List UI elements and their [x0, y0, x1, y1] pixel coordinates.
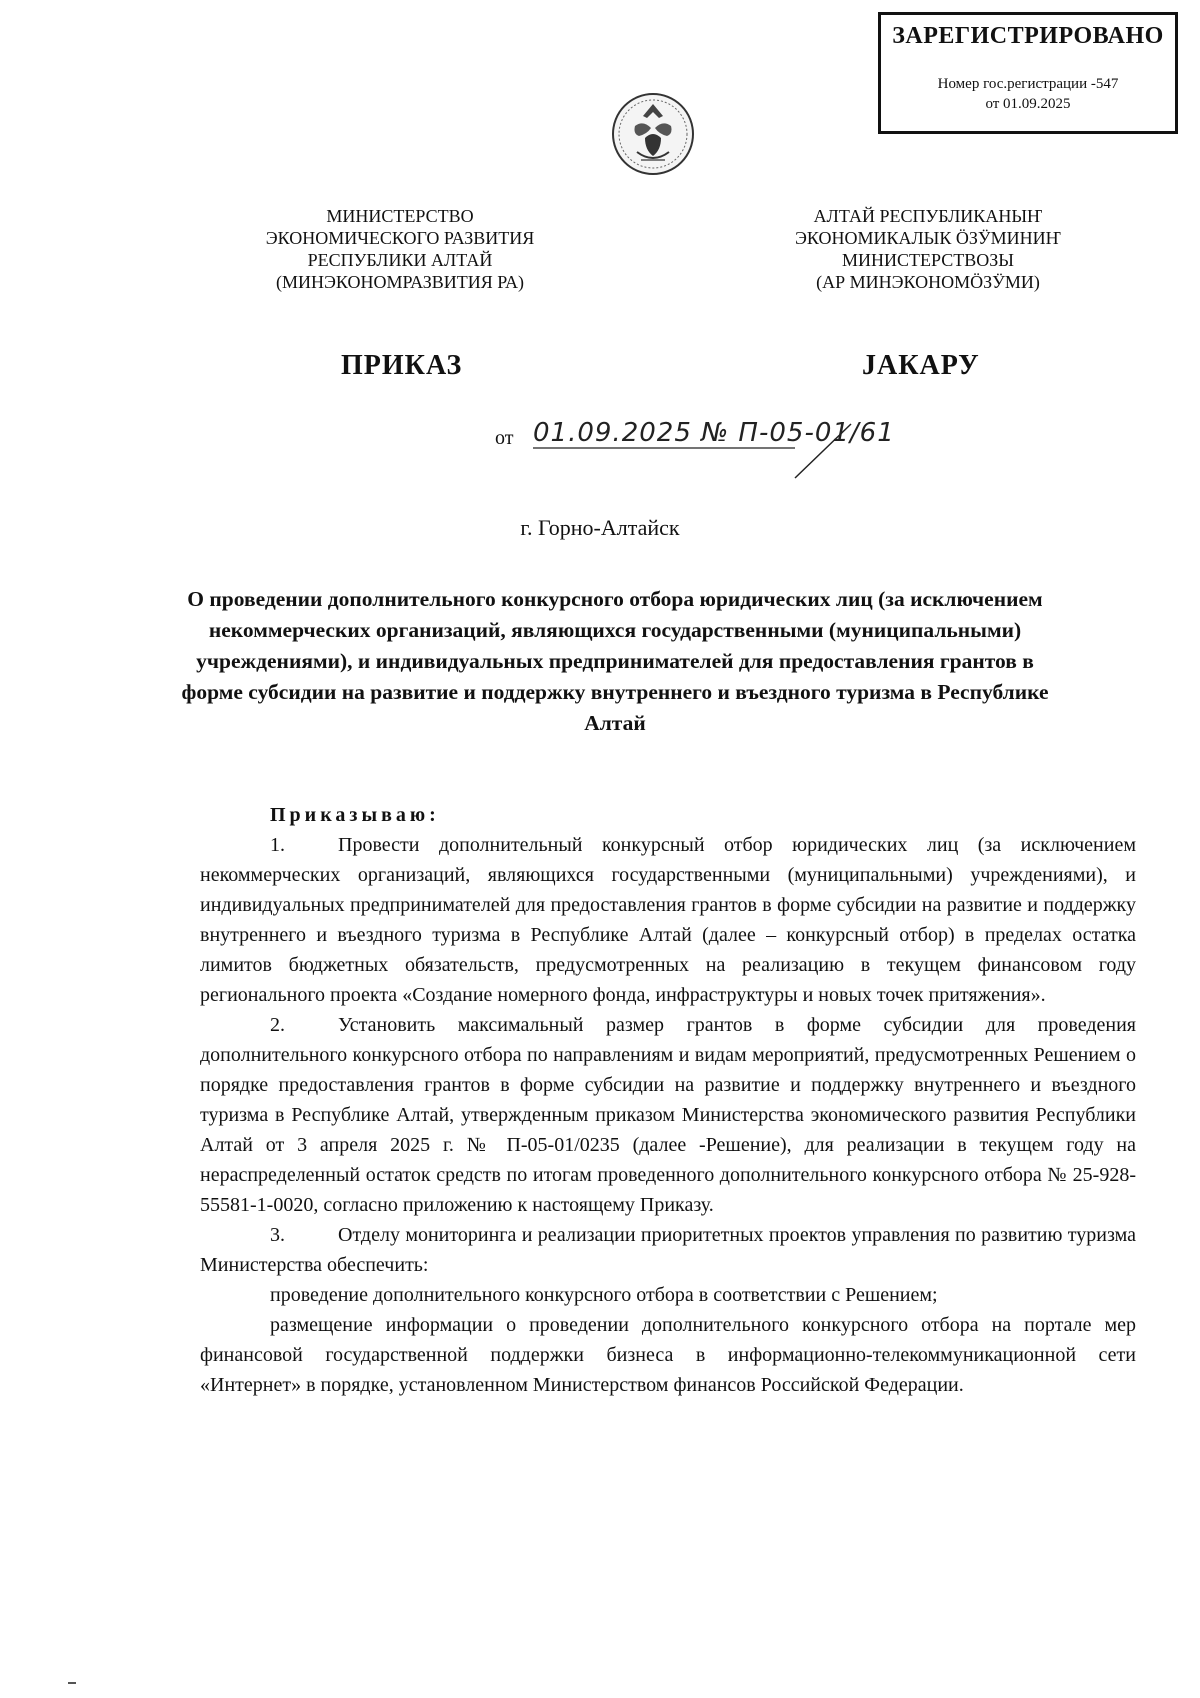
org-name-altai: [763, 205, 1093, 293]
order-item-3a: проведение дополнительного конкурсного отбора в соответствии с Решением;: [270, 1284, 938, 1306]
date-prefix: от: [495, 427, 514, 449]
order-item-2: [200, 1010, 1136, 1220]
item-number: 3.: [270, 1224, 285, 1246]
org-left-line: РЕСПУБЛИКИ АЛТАЙ: [307, 250, 493, 270]
order-item-3b: размещение информации о проведении дополнительного конкурсного отбора на портале мер финансовой государственной поддержки бизнеса в информационно-телекоммуникационной сети «Интернет» в порядке, установленном Министерством финансов Российской Федерации.: [200, 1314, 1136, 1396]
item-text: Провести дополнительный конкурсный отбор юридических лиц (за исключением некоммерческих организаций, являющихся государственными (муниципальными) учреждениями), и индивидуальных предпринимателей для предоставления грантов в форме субсидии на развитие и поддержку внутреннего и въездного туризма в Республике Алтай (далее – конкурсный отбор) в пределах остатка лимитов бюджетных обязательств, предусмотренных на реализацию в текущем финансовом году регионального проекта «Создание номерного фонда, инфраструктуры и новых точек притяжения».: [200, 834, 1136, 1006]
handwritten-date-number: 01.09.2025 № П-05-01/61: [533, 418, 895, 448]
org-left-line: МИНИСТЕРСТВО: [326, 206, 474, 226]
item-number: 2.: [270, 1014, 285, 1036]
org-right-line: ЭКОНОМИКАЛЫК ӦЗӰМИНИҤ: [795, 228, 1061, 248]
place-of-issue: г. Горно-Алтайск: [520, 515, 680, 540]
org-right-line: МИНИСТЕРСТВОЗЫ: [842, 250, 1014, 270]
registration-stamp: [878, 12, 1178, 134]
order-item-1: [200, 830, 1136, 1010]
coat-of-arms-icon: [611, 90, 695, 178]
page-mark: [68, 1682, 76, 1684]
order-date-number: [495, 418, 915, 482]
stamp-reg-number: Номер гос.регистрации -547: [937, 76, 1119, 92]
stamp-reg-date: от 01.09.2025: [985, 96, 1071, 112]
org-right-line: АЛТАЙ РЕСПУБЛИКАНЫҤ: [813, 206, 1043, 226]
stamp-title: ЗАРЕГИСТРИРОВАНО: [892, 23, 1164, 49]
item-text: Установить максимальный размер грантов в форме субсидии для проведения дополнительного конкурсного отбора по направлениям и видам мероприятий, предусмотренных Решением о порядке предоставления грантов в форме субсидии на развитие и поддержку внутреннего и въездного туризма в Республике Алтай, утвержденным приказом Министерства экономического развития Республики Алтай от 3 апреля 2025 г. № П-05-01/0235 (далее -Решение), для реализации в текущем году на нераспределенный остаток средств по итогам проведенного дополнительного конкурсного отбора № 25-928-55581-1-0020, согласно приложению к настоящему Приказу.: [200, 1014, 1136, 1216]
item-text: Отделу мониторинга и реализации приоритетных проектов управления по развитию туризма Министерства обеспечить:: [200, 1224, 1136, 1276]
org-name-russian: [220, 205, 580, 293]
document-title-russian: ПРИКАЗ: [341, 350, 463, 381]
org-left-line: ЭКОНОМИЧЕСКОГО РАЗВИТИЯ: [265, 228, 535, 248]
org-left-line: (МИНЭКОНОМРАЗВИТИЯ РА): [276, 272, 524, 292]
item-number: 1.: [270, 834, 285, 856]
order-body: [200, 800, 1136, 1400]
order-item-3: [200, 1220, 1136, 1280]
org-right-line: (АР МИНЭКОНОМӦЗӰМИ): [816, 272, 1040, 292]
document-title-altai: ЈАКАРУ: [862, 350, 980, 381]
order-subject: О проведении дополнительного конкурсного отбора юридических лиц (за исключением некоммерческих организаций, являющихся государственными (муниципальными) учреждениями), и индивидуальных предпринимателей для предоставления грантов в форме субсидии на развитие и поддержку внутреннего и въездного туризма в Республике Алтай: [181, 587, 1049, 735]
order-opening: Приказываю:: [270, 804, 440, 826]
